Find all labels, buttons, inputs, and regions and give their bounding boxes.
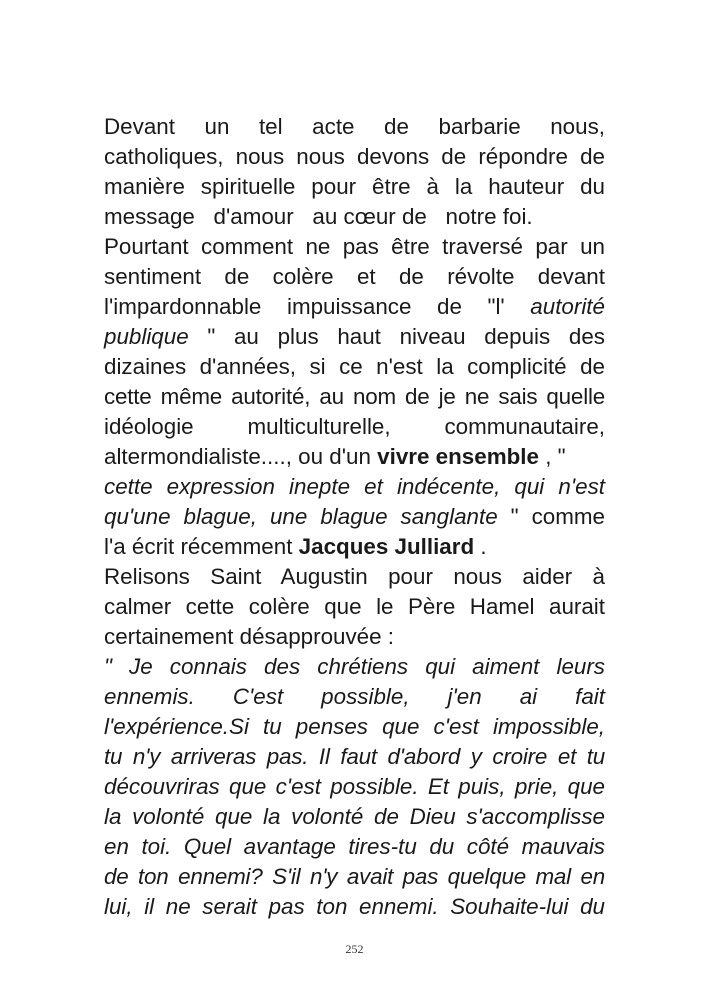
text-line: Pourtant comment ne pas être traversé par un: [104, 234, 605, 259]
text-line: [104, 502, 605, 532]
text-line: [104, 322, 605, 352]
text-line: dizaines d'années, si ce n'est la complicité de: [104, 354, 605, 379]
quote-line: " Je connais des chrétiens qui aiment leurs: [104, 654, 605, 679]
quote-line: l'expérience.Si tu penses que c'est impossible,: [104, 714, 605, 739]
text-line: [104, 442, 605, 472]
text-line: cette même autorité, au nom de je ne sais quelle: [104, 384, 605, 409]
paragraph-2: [104, 232, 605, 562]
quote-line: lui, il ne serait pas ton ennemi. Souhaite-lui du: [104, 894, 605, 919]
quote-line: de ton ennemi? S'il n'y avait pas quelque mal en: [104, 864, 605, 889]
bold-run: vivre ensemble: [377, 444, 539, 469]
page-number: 252: [345, 942, 364, 956]
text-run: , ": [545, 444, 566, 469]
text-line: Relisons Saint Augustin pour nous aider à: [104, 564, 605, 589]
paragraph-3: [104, 562, 605, 652]
quote-line: tu n'y arriveras pas. Il faut d'abord y croire et tu: [104, 744, 605, 769]
text-run: l'impardonnable impuissance de "l': [104, 294, 505, 319]
quote-line: ennemis. C'est possible, j'en ai fait: [104, 684, 605, 709]
body-text: [104, 112, 605, 922]
text-line: idéologie multiculturelle, communautaire,: [104, 414, 605, 439]
quote-line: la volonté que la volonté de Dieu s'accomplisse: [104, 804, 605, 829]
text-run: l'a écrit récemment: [104, 534, 293, 559]
text-line: catholiques, nous nous devons de répondre de: [104, 144, 605, 169]
text-run: .: [480, 534, 487, 559]
text-run: " comme: [510, 504, 605, 529]
italic-run: publique: [104, 324, 189, 349]
text-line: sentiment de colère et de révolte devant: [104, 264, 605, 289]
quote-line: en toi. Quel avantage tires-tu du côté mauvais: [104, 834, 605, 859]
text-line: certainement désapprouvée :: [104, 624, 395, 649]
italic-run: qu'une blague, une blague sanglante: [104, 504, 498, 529]
text-line: [104, 532, 605, 562]
quote-line: découvriras que c'est possible. Et puis, prie, que: [104, 774, 605, 799]
text-line: Devant un tel acte de barbarie nous,: [104, 114, 605, 139]
italic-run: autorité: [530, 294, 605, 319]
text-line: calmer cette colère que le Père Hamel aurait: [104, 594, 605, 619]
text-run: altermondialiste...., ou d'un: [104, 444, 371, 469]
augustine-quote: [104, 652, 605, 922]
bold-run: Jacques Julliard: [298, 534, 475, 559]
text-line: [104, 292, 605, 322]
text-line: message d'amour au cœur de notre foi.: [104, 204, 533, 229]
text-run: " au plus haut niveau depuis des: [207, 324, 605, 349]
text-line: manière spirituelle pour être à la hauteur du: [104, 174, 605, 199]
text-line: cette expression inepte et indécente, qui n'est: [104, 474, 605, 499]
paragraph-1: [104, 112, 605, 232]
